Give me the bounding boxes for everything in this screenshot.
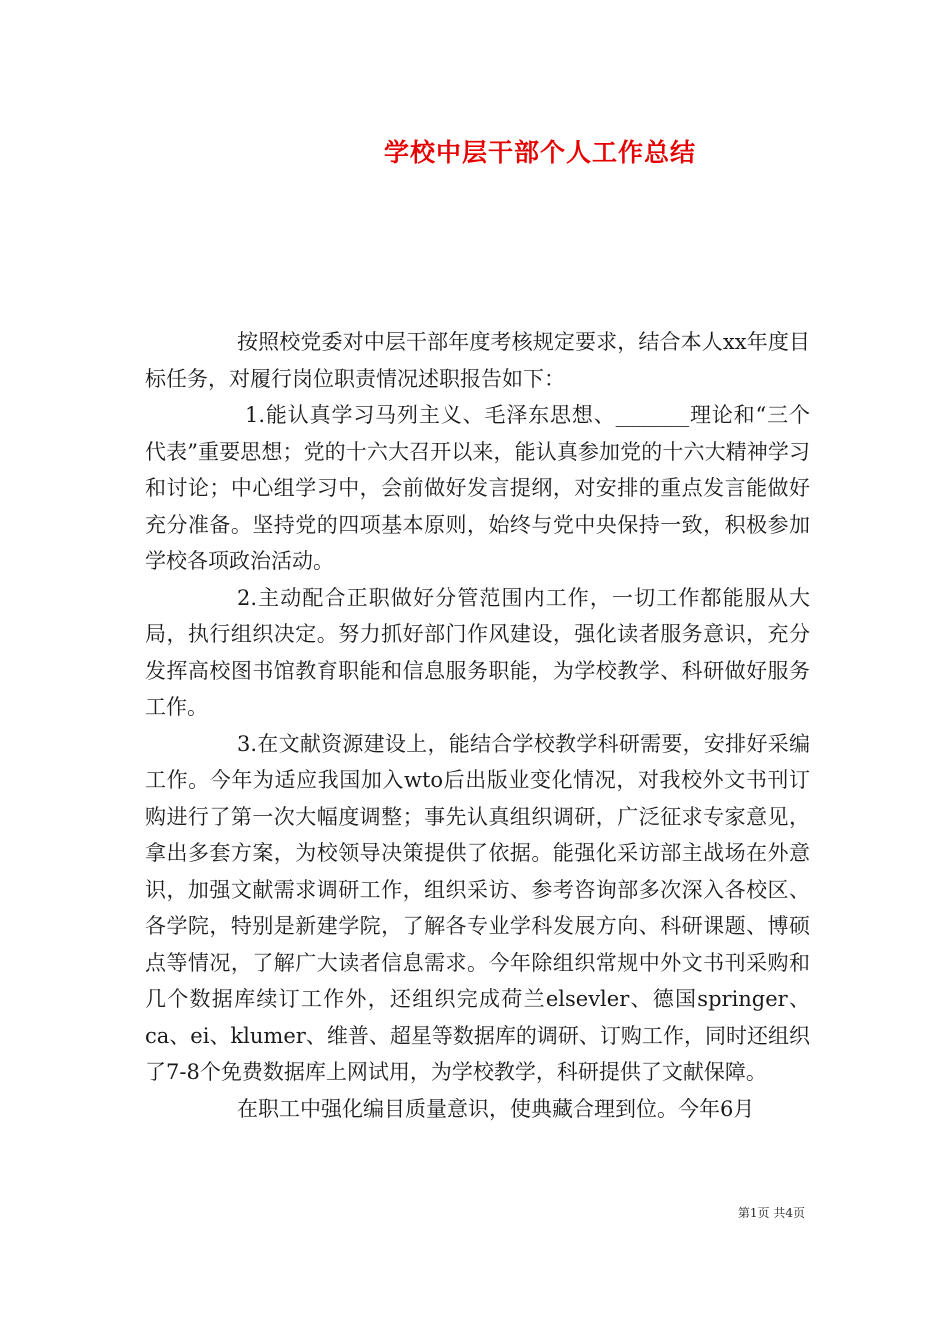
paragraph-item-2: 2.主动配合正职做好分管范围内工作，一切工作都能服从大局，执行组织决定。努力抓好部门作风建设，强化读者服务意识，充分发挥高校图书馆教育职能和信息服务职能，为学校教学、科研做好服务工作。 [145,585,810,719]
paragraph-cataloging: 在职工中强化编目质量意识，使典藏合理到位。今年6月 [237,1096,755,1121]
document-title: 学校中层干部个人工作总结 [383,138,696,167]
paragraph-item-3: 3.在文献资源建设上，能结合学校教学科研需要，安排好采编工作。今年为适应我国加入wto后出版业变化情况，对我校外文书刊订购进行了第一次大幅度调整；事先认真组织调研，广泛征求专家意见，拿出多套方案，为校领导决策提供了依据。能强化采访部主战场在外意识，加强文献需求调研工作，组织采访、参考咨询部多次深入各校区、各学院，特别是新建学院，了解各专业学科发展方向、科研课题、博硕点等情况，了解广大读者信息需求。今年除组织常规中外文书刊采购和几个数据库续订工作外，还组织完成荷兰elsevler、德国springer、ca、ei、klumer、维普、超星等数据库的调研、订购工作，同时还组织了7-8个免费数据库上网试用，为学校教学，科研提供了文献保障。 [145,731,810,1084]
paragraph-intro: 按照校党委对中层干部年度考核规定要求，结合本人xx年度目标任务，对履行岗位职责情况述职报告如下： [145,330,810,391]
paragraph-item-1: 1.能认真学习马列主义、毛泽东思想、_______理论和“三个代表”重要思想；党的十六大召开以来，能认真参加党的十六大精神学习和讨论；中心组学习中，会前做好发言提纲，对安排的重点发言能做好充分准备。坚持党的四项基本原则，始终与党中央保持一致，积极参加学校各项政治活动。 [145,403,810,573]
page-number: 第1页 共4页 [737,1206,805,1220]
document-body [145,324,810,1127]
